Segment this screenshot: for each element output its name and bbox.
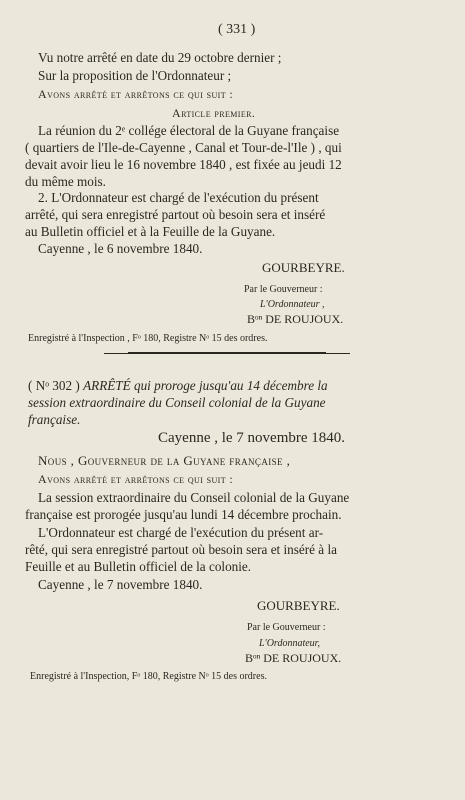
article-line: La session extraordinaire du Conseil colonial de la Guyane	[38, 490, 350, 505]
article-heading: Article premier.	[172, 106, 256, 120]
signature-name: GOURBEYRE.	[262, 260, 345, 275]
decree-number: ( Nᵒ 302 )	[28, 378, 80, 393]
article-line: devait avoir lieu le 16 novembre 1840 , est fixée au jeudi 12	[25, 157, 342, 172]
article-line: ( quartiers de l'Ile-de-Cayenne , Canal et Tour-de-l'Ile ) , qui	[25, 140, 342, 155]
proposition-line: Sur la proposition de l'Ordonnateur ;	[38, 68, 232, 83]
decree-title: ARRÊTÉ qui proroge jusqu'au 14 décembre la	[83, 378, 328, 393]
signature-name: GOURBEYRE.	[257, 598, 340, 613]
article-line: La réunion du 2ᵉ collége électoral de la Guyane française	[38, 123, 340, 138]
vu-line: Vu notre arrêté en date du 29 octobre dernier ;	[38, 50, 282, 65]
article-line: française est prorogée jusqu'au lundi 14 décembre prochain.	[25, 507, 342, 522]
decree-date-header: Cayenne , le 7 novembre 1840.	[158, 430, 346, 446]
par-le-gouverneur: Par le Gouverneur :	[244, 284, 323, 295]
page-number: ( 331 )	[218, 22, 256, 37]
article-2-line: au Bulletin officiel et à la Feuille de la Guyane.	[25, 224, 276, 239]
baron-signature: Bᵒⁿ DE ROUJOUX.	[245, 651, 342, 665]
decree-date: Cayenne , le 6 novembre 1840.	[38, 241, 203, 256]
decree-date: Cayenne , le 7 novembre 1840.	[38, 577, 203, 592]
ordonnateur-label: L'Ordonnateur ,	[260, 299, 325, 310]
avons-line: Avons arrêté et arrêtons ce qui suit :	[38, 87, 234, 101]
article-2-line: rêté, qui sera enregistré partout où besoin sera et inséré à la	[25, 542, 337, 557]
article-2-line: Feuille et au Bulletin officiel de la colonie.	[25, 559, 252, 574]
baron-signature: Bᵒⁿ DE ROUJOUX.	[247, 312, 344, 326]
decree-title-line	[28, 378, 328, 394]
article-2-line: 2. L'Ordonnateur est chargé de l'exécution du présent	[38, 190, 319, 205]
article-2-line: L'Ordonnateur est chargé de l'exécution du présent ar-	[38, 525, 324, 540]
decree-title-line: française.	[28, 412, 81, 427]
ordonnateur-label: L'Ordonnateur,	[259, 638, 320, 649]
decree-title-line: session extraordinaire du Conseil colonial de la Guyane	[28, 395, 326, 410]
par-le-gouverneur: Par le Gouverneur :	[247, 622, 326, 633]
registration-note: Enregistré à l'Inspection , Fᵒ 180, Registre Nᵒ 15 des ordres.	[28, 333, 268, 344]
article-line: du même mois.	[25, 174, 106, 189]
registration-note: Enregistré à l'Inspection, Fᵒ 180, Registre Nᵒ 15 des ordres.	[30, 671, 267, 682]
nous-line: Nous , Gouverneur de la Guyane française ,	[38, 453, 291, 468]
avons-line: Avons arrêté et arrêtons ce qui suit :	[38, 472, 234, 486]
section-divider	[128, 352, 326, 354]
article-2-line: arrêté, qui sera enregistré partout où besoin sera et inséré	[25, 207, 326, 222]
